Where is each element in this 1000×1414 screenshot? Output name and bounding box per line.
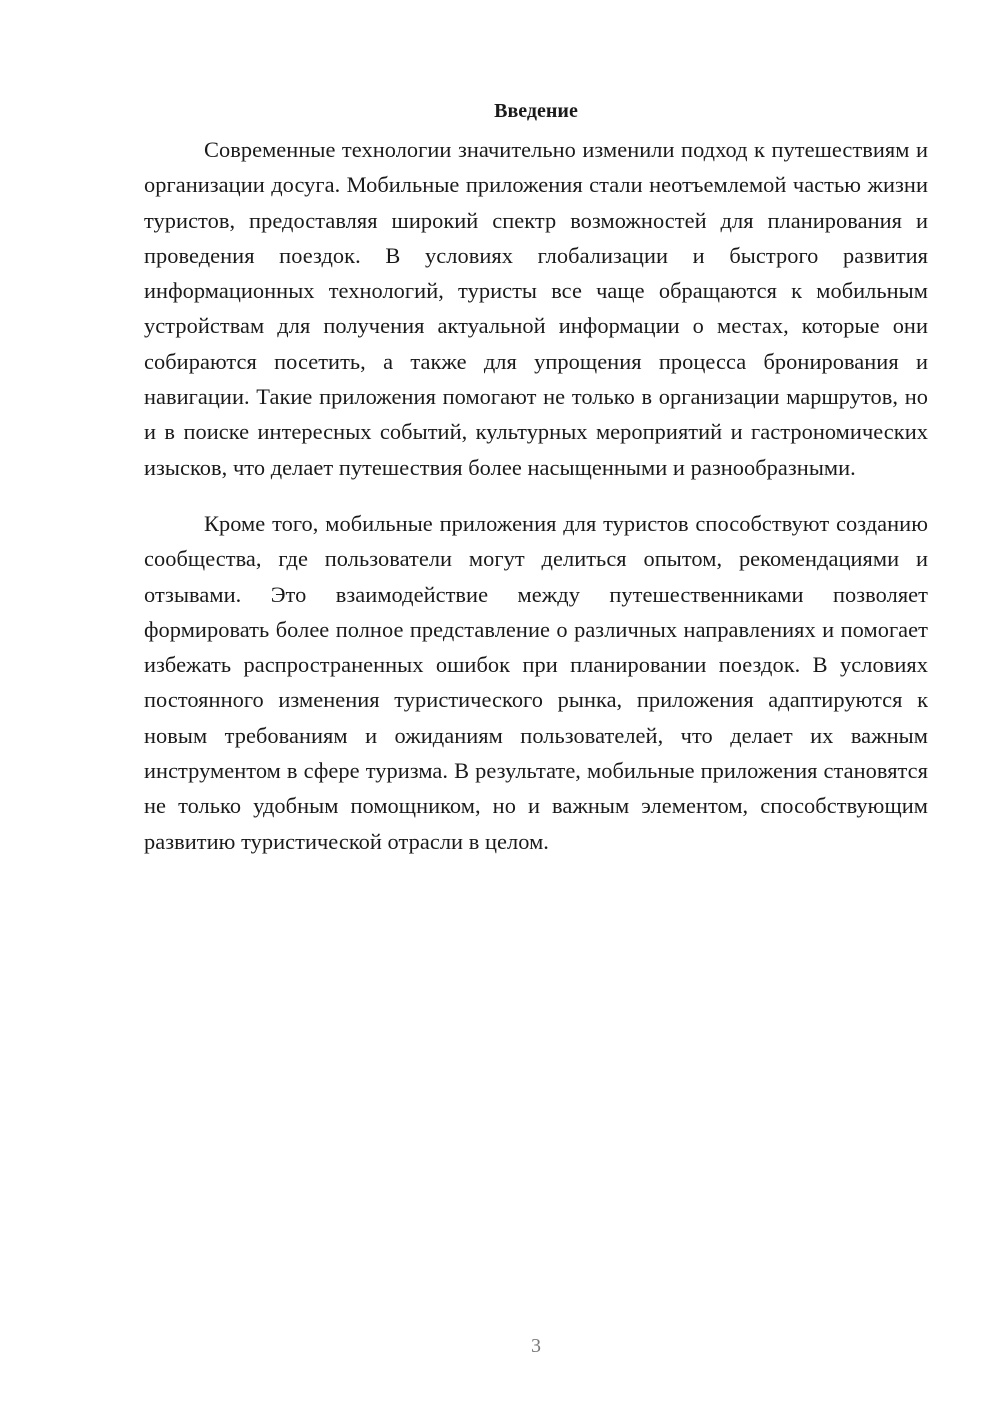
page-content — [144, 96, 928, 859]
page-number: 3 — [531, 1335, 541, 1357]
paragraph-2: Кроме того, мобильные приложения для туристов способствуют созданию сообщества, где пользователи могут делиться опытом, рекомендациями и отзывами. Это взаимодействие между путешественниками позволяет формировать более полное представление о различных направлениях и помогает избежать распространенных ошибок при планировании поездок. В условиях постоянного изменения туристического рынка, приложения адаптируются к новым требованиям и ожиданиям пользователей, что делает их важным инструментом в сфере туризма. В результате, мобильные приложения становятся не только удобным помощником, но и важным элементом, способствующим развитию туристической отрасли в целом. — [144, 510, 928, 854]
paragraph-1: Современные технологии значительно изменили подход к путешествиям и организации досуга. Мобильные приложения стали неотъемлемой частью жизни туристов, предоставляя широкий спектр возможностей для планирования и проведения поездок. В условиях глобализации и быстрого развития информационных технологий, туристы все чаще обращаются к мобильным устройствам для получения актуальной информации о местах, которые они собираются посетить, а также для упрощения процесса бронирования и навигации. Такие приложения помогают не только в организации маршрутов, но и в поиске интересных событий, культурных мероприятий и гастрономических изысков, что делает путешествия более насыщенными и разнообразными. — [144, 137, 928, 480]
section-heading: Введение — [494, 100, 578, 122]
